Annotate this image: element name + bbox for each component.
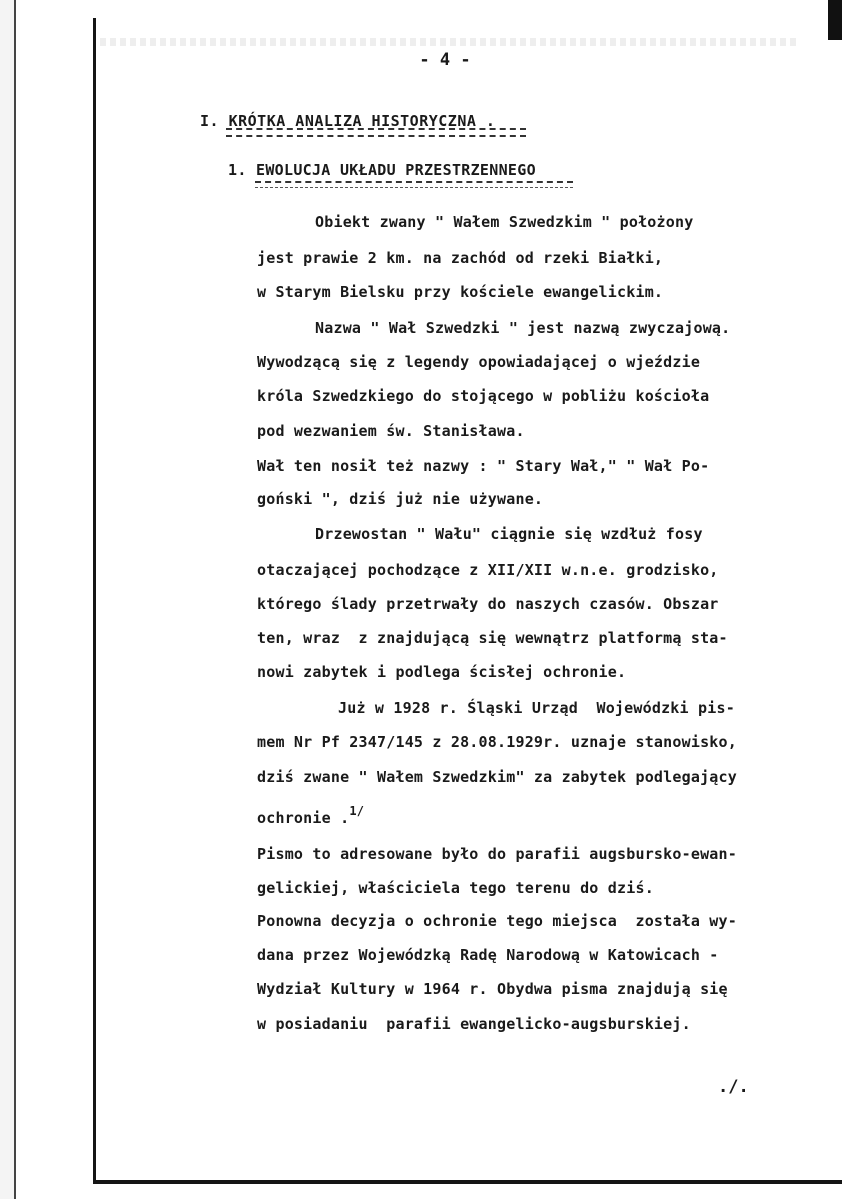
footnote-line <box>257 801 364 828</box>
body-line: w Starym Bielsku przy kościele ewangelickim. <box>257 283 664 301</box>
body-line: goński ", dziś już nie używane. <box>257 490 544 508</box>
body-line: gelickiej, właściciela tego terenu do dziś. <box>257 879 654 897</box>
body-line: Nazwa " Wał Szwedzki " jest nazwą zwyczajową. <box>315 319 731 337</box>
section-heading-underline <box>226 128 526 137</box>
body-line: pod wezwaniem św. Stanisława. <box>257 422 525 440</box>
page-bottom-edge <box>93 1180 842 1184</box>
body-line: mem Nr Pf 2347/145 z 28.08.1929r. uznaje stanowisko, <box>257 733 737 751</box>
body-line: dana przez Wojewódzką Radę Narodową w Katowicach - <box>257 946 719 964</box>
body-line: dziś zwane " Wałem Szwedzkim" za zabytek podlegający <box>257 768 737 786</box>
section-heading: I. KRÓTKA ANALIZA HISTORYCZNA . <box>200 112 496 130</box>
body-line: Obiekt zwany " Wałem Szwedzkim " położony <box>315 213 694 231</box>
body-line: ten, wraz z znajdującą się wewnątrz platformą sta- <box>257 629 728 647</box>
page-number: - 4 - <box>419 50 471 70</box>
body-line: Już w 1928 r. Śląski Urząd Wojewódzki pis- <box>338 699 735 717</box>
body-line: Ponowna decyzja o ochronie tego miejsca została wy- <box>257 912 737 930</box>
body-line: Wywodzącą się z legendy opowiadającej o wjeździe <box>257 353 701 371</box>
scan-corner-mark <box>828 0 842 40</box>
body-line: Wydział Kultury w 1964 r. Obydwa pisma znajdują się <box>257 980 728 998</box>
body-line: otaczającej pochodzące z XII/XII w.n.e. grodzisko, <box>257 561 719 579</box>
page-left-edge <box>93 18 96 1184</box>
top-scan-artifact <box>100 38 800 46</box>
subsection-heading-underline <box>255 181 573 188</box>
body-line: króla Szwedzkiego do stojącego w pobliżu kościoła <box>257 387 710 405</box>
continuation-mark: ./. <box>718 1077 749 1097</box>
body-line: Pismo to adresowane było do parafii augsbursko-ewan- <box>257 845 737 863</box>
body-line: nowi zabytek i podlega ścisłej ochronie. <box>257 663 627 681</box>
body-line: jest prawie 2 km. na zachód od rzeki Białki, <box>257 249 664 267</box>
body-line: w posiadaniu parafii ewangelicko-augsburskiej. <box>257 1015 691 1033</box>
body-line: Drzewostan " Wału" ciągnie się wzdłuż fosy <box>315 525 703 543</box>
scan-border <box>0 0 16 1199</box>
body-line-text: ochronie . <box>257 809 350 827</box>
footnote-reference: 1/ <box>349 804 365 818</box>
subsection-heading: 1. EWOLUCJA UKŁADU PRZESTRZENNEGO <box>228 161 536 179</box>
body-line: którego ślady przetrwały do naszych czasów. Obszar <box>257 595 719 613</box>
body-line: Wał ten nosił też nazwy : " Stary Wał," " Wał Po- <box>257 457 710 475</box>
